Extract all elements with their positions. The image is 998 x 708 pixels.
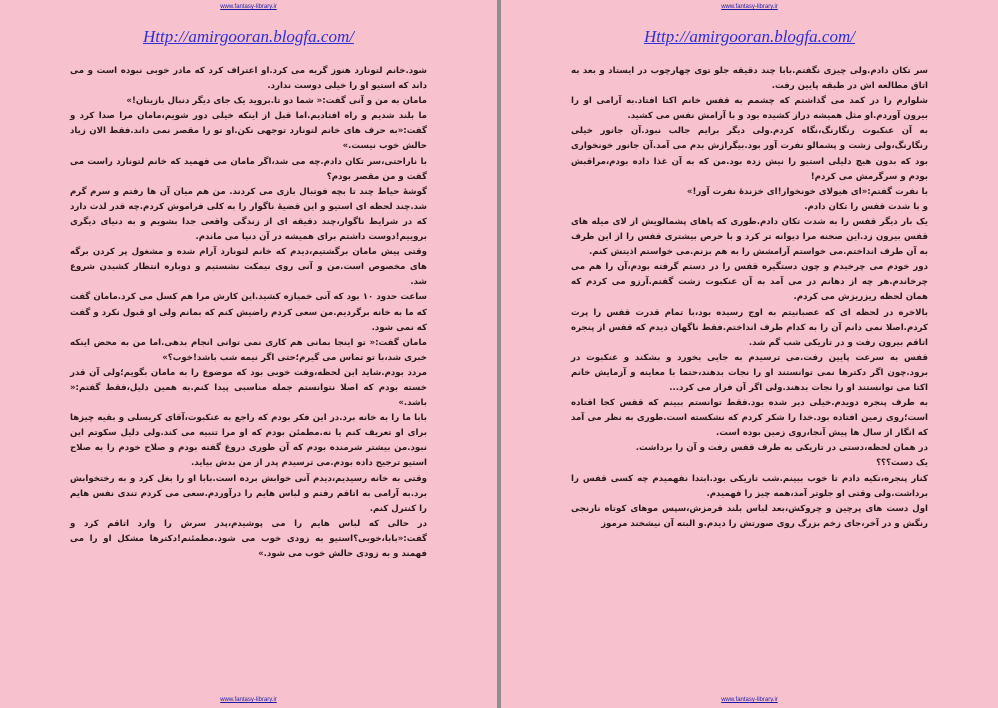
paragraph: اول دست های پرچین و چروکش،بعد لباس بلند قرمزش،سپس موهای کوتاه نارنجی رنگش و در آخر،جای زخم بزرگ روی صورتش را دیدم.و البته آن نیشخند مرموز: [571, 503, 928, 529]
right-page-text: [571, 64, 928, 532]
header-url[interactable]: www.fantasy-library.ir: [721, 4, 778, 10]
paragraph: شلوارم را در کمد می گذاشتم که چشمم به قفس خانم اکتا افتاد.به آرامی او را بیرون آوردم.او مثل همیشه دراز کشیده بود و با آرامش نفس می کشید.: [571, 96, 928, 122]
paragraph: در حالی که لباس هایم را می پوشیدم،پدر سرش را وارد اتاقم کرد و گفت:«بابا،خوبی؟استیو به زودی خوب می شود.مطمئنم!دکترها مشکل او را می فهمند و به زودی حالش خوب می شود.»: [70, 518, 427, 559]
paragraph: مامان گفت:« تو اینجا بمانی هم کاری نمی توانی انجام بدهی.اما من به محض اینکه خبری شد،با تو تماس می گیرم؛حتی اگر نیمه شب باشد!خوب؟»: [70, 337, 427, 363]
paragraph: بابا ما را به خانه برد.در این فکر بودم که راجع به عنکبوت،آقای کریسلی و بقیه چیزها برای او تعریف کنم یا نه.مطمئن بودم که او مرا تنبیه می کند.ولی دلیل سکوتم این نبود.من بیشتر شرمنده بودم که آن طوری دروغ گفته بودم و صلاح خودم را به صلاح استیو ترجیح داده بودم.می ترسیدم پدر از من بدش بیاید.: [70, 413, 427, 469]
paragraph: کنار پنجره،تکیه دادم تا خوب ببینم.شب تاریکی بود.ابتدا نفهمیدم چه کسی قفس را برداشت.ولی وقتی او جلوتر آمد،همه چیز را فهمیدم.: [571, 473, 928, 499]
paragraph: وقتی پیش مامان برگشتیم،دیدم که خانم لتونارد آرام شده و مشغول پر کردن برگه های مخصوص است.من و آنی روی نیمکت نشستیم و دوباره انتظار کشیدن شروع شد.: [70, 247, 427, 288]
paragraph: با ناراحتی،سر تکان دادم.چه می شد،اگر مامان می فهمید که خانم لتونارد راست می گفت و من مقصر بودم؟: [70, 156, 427, 182]
paragraph: به طرف پنجره دویدم.خیلی دیر شده بود.فقط توانستم ببینم که قفس کجا افتاده است؛روی زمین افتاده بود.خدا را شکر کردم که نشکسته است.طوری به نظر می آمد که انگار از سال ها پیش آنجا،روی زمین بوده است.: [571, 398, 928, 439]
blog-link[interactable]: Http://amirgooran.blogfa.com/: [644, 27, 855, 46]
header-url[interactable]: www.fantasy-library.ir: [220, 4, 277, 10]
paragraph: یک دست؟؟؟: [876, 458, 928, 469]
paragraph: به آن عنکبوت رنگارنگ،نگاه کردم.ولی دیگر برایم جالب نبود.آن جانور خیلی رنگارنگ،ولی زشت و پشمالو نفرت آور بود.بیگرازش بدم می آمد.آن جانور خونخواری بود که بدون هیچ دلیلی استیو را نیش زده بود.من که به آن غذا داده بودم،مراقبش بودم و سرگرمش می کردم!: [571, 126, 928, 182]
right-page: [501, 0, 998, 708]
paragraph: ما بلند شدیم و راه افتادیم.اما قبل از اینکه خیلی دور شویم،مامان مرا صدا کرد و گفت:«به حرف های خانم لتونارد توجهی نکن.او تو را مقصر نمی داند.فقط الان زیاد حالش خوب نیست.»: [70, 111, 427, 152]
paragraph: با نفرت گفتم:«ای هیولای خونخوار!ای خزندهٔ نفرت آور!»: [686, 186, 928, 197]
paragraph: مردد بودم.شاید این لحظه،وقت خوبی بود که موضوع را به مامان بگویم؛ولی آن قدر خسته بودم که اصلا نتوانستم جمله مناسبی پیدا کنم.به همین دلیل،فقط گفتم:« باشد.»: [70, 367, 427, 409]
paragraph: سر تکان دادم.ولی چیزی نگفتم.بابا چند دقیقه جلو توی چهارچوب در ایستاد و بعد به اتاق مطالعه اش در طبقه پایین رفت.: [571, 66, 928, 92]
footer-url[interactable]: www.fantasy-library.ir: [721, 697, 778, 703]
paragraph: در همان لحظه،دستی در تاریکی به طرف قفس رفت و آن را برداشت.: [635, 443, 928, 454]
paragraph: شود.خانم لتونارد هنوز گریه می کرد.او اعتراف کرد که مادر خوبی نبوده است و می داند که استیو او را خیلی دوست ندارد.: [70, 66, 427, 92]
paragraph: و با شدت قفس را تکان دادم.: [804, 201, 928, 212]
paragraph: ساعت حدود ۱۰ بود که آنی خمیازه کشید.این کارش مرا هم کسل می کرد.مامان گفت که ما به خانه برگردیم.من سعی کردم راضیش کنم که بمانم ولی او قبول نکرد و گفت که نمی شود.: [70, 292, 427, 333]
paragraph: یک بار دیگر قفس را به شدت تکان دادم.طوری که پاهای پشمالویش از لای میله های قفس بیرون زد.این صحنه مرا دیوانه تر کرد و با حرص بیشتری قفس را از این طرف به آن طرف انداختم.می خواستم آرامشش را به هم بزنم.می خواستم اذیتش کنم.: [571, 216, 928, 258]
paragraph: بالاخره در لحظه ای که عصبانیتم به اوج رسیده بود،با تمام قدرت قفس را پرت کردم.اصلا نمی دانم آن را به کدام طرف انداختم.فقط ناگهان دیدم که قفس از پنجره اتاقم بیرون رفت و در تاریکی شب گم شد.: [571, 307, 928, 348]
paragraph: قفس به سرعت پایین رفت.می ترسیدم به جایی بخورد و بشکند و عنکبوت در برود.چون اگر دکترها نمی توانستند او را نجات بدهند،حتما با معاینه و آزمایش خانم اکتا می توانستند او را نجات بدهند.ولی اگر آن فرار می کرد...: [571, 352, 928, 393]
blog-link[interactable]: Http://amirgooran.blogfa.com/: [143, 27, 354, 46]
paragraph: مامان به من و آنی گفت:« شما دو تا.بروید یک جای دیگر دنبال بازیتان!»: [126, 96, 427, 107]
paragraph: دور خودم می چرخیدم و چون دستگیره قفس را در دستم گرفته بودم،آن را هم می چرخاندم.هر چه از دهانم در می آمد به آن عنکبوت زشت گفتم.آرزو می کردم که همان لحظه ریزریزش می کردم.: [571, 262, 928, 303]
left-page: [0, 0, 497, 708]
paragraph: وقتی به خانه رسیدیم،دیدم آنی خوابش برده است.بابا او را بغل کرد و به رختخوابش برد.به آرامی به اتاقم رفتم و لباس هایم را درآوردم.سعی می کردم تندی نفس هایم را کنترل کنم.: [70, 473, 427, 514]
left-page-text: [70, 64, 427, 562]
footer-url[interactable]: www.fantasy-library.ir: [220, 697, 277, 703]
paragraph: گوشهٔ حیاط چند تا بچه فوتبال بازی می کردند. من هم میان آن ها رفتم و سرم گرم شد.چند لحظه ای استیو و این قضیهٔ ناگوار را به کلی فراموش کردم.چه قدر لذت دارد که در شرایط ناگوار،چند دقیقه ای از زندگی واقعی جدا بشویم و به دنیای دیگری بروییم!دوست داشتم برای همیشه در آن دنیا می ماندم.: [70, 186, 427, 243]
